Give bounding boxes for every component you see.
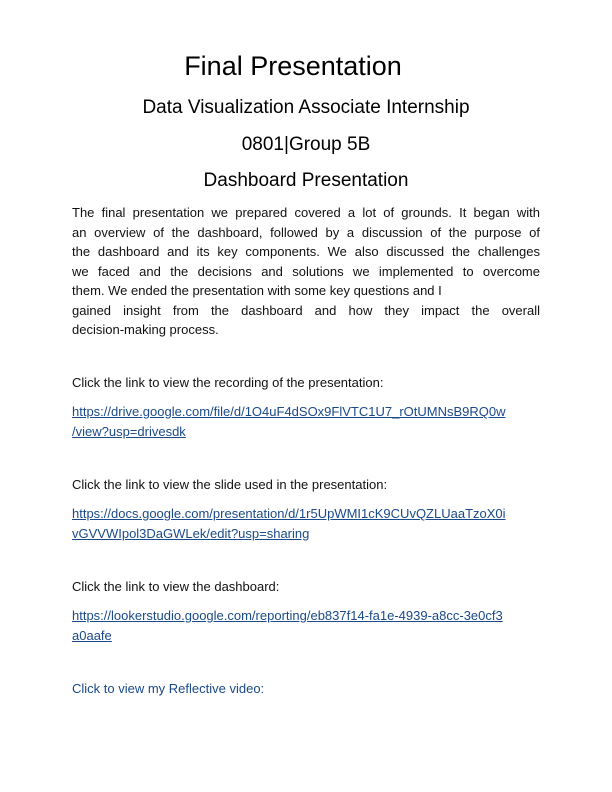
- paragraph-line: gained insight from the dashboard and how they impact the overall: [72, 302, 540, 318]
- document-title: Final Presentation: [184, 51, 402, 81]
- slides-link[interactable]: [72, 504, 542, 543]
- topic-subtitle: Dashboard Presentation: [203, 170, 409, 191]
- slides-label: Click the link to view the slide used in the presentation:: [72, 477, 388, 492]
- paragraph-line: The final presentation we prepared covered a lot of grounds. It began with: [72, 205, 540, 220]
- recording-label: Click the link to view the recording of the presentation:: [72, 375, 384, 390]
- dashboard-link-line2[interactable]: a0aafe: [72, 627, 112, 643]
- paragraph-line: decision-making process.: [72, 322, 219, 337]
- dashboard-link-line1[interactable]: https://lookerstudio.google.com/reporting/eb837f14-fa1e-4939-a8cc-3e0cf3: [72, 608, 503, 623]
- paragraph-line: the dashboard and its key components. We also discussed the challenges: [72, 244, 540, 259]
- reflective-video-link[interactable]: Click to view my Reflective video:: [72, 681, 265, 696]
- program-subtitle: Data Visualization Associate Internship: [142, 97, 470, 118]
- slides-link-line2[interactable]: vGVVWIpol3DaGWLek/edit?usp=sharing: [72, 525, 310, 541]
- paragraph-line: we faced and the decisions and solutions we implemented to overcome: [72, 263, 540, 279]
- slides-link-line1[interactable]: https://docs.google.com/presentation/d/1r5UpWMI1cK9CUvQZLUaaTzoX0i: [72, 506, 506, 521]
- group-subtitle: 0801|Group 5B: [241, 134, 371, 155]
- recording-link-line1[interactable]: https://drive.google.com/file/d/1O4uF4dSOx9FlVTC1U7_rOtUMNsB9RQ0w: [72, 404, 506, 419]
- dashboard-link[interactable]: [72, 606, 542, 645]
- paragraph-line: them. We ended the presentation with some key questions and I: [72, 283, 442, 298]
- paragraph-line: an overview of the dashboard, followed by a discussion of the purpose of: [72, 224, 540, 240]
- summary-paragraph: [72, 203, 540, 340]
- recording-link-line2[interactable]: /view?usp=drivesdk: [72, 423, 186, 439]
- dashboard-label: Click the link to view the dashboard:: [72, 579, 280, 594]
- recording-link[interactable]: [72, 402, 542, 441]
